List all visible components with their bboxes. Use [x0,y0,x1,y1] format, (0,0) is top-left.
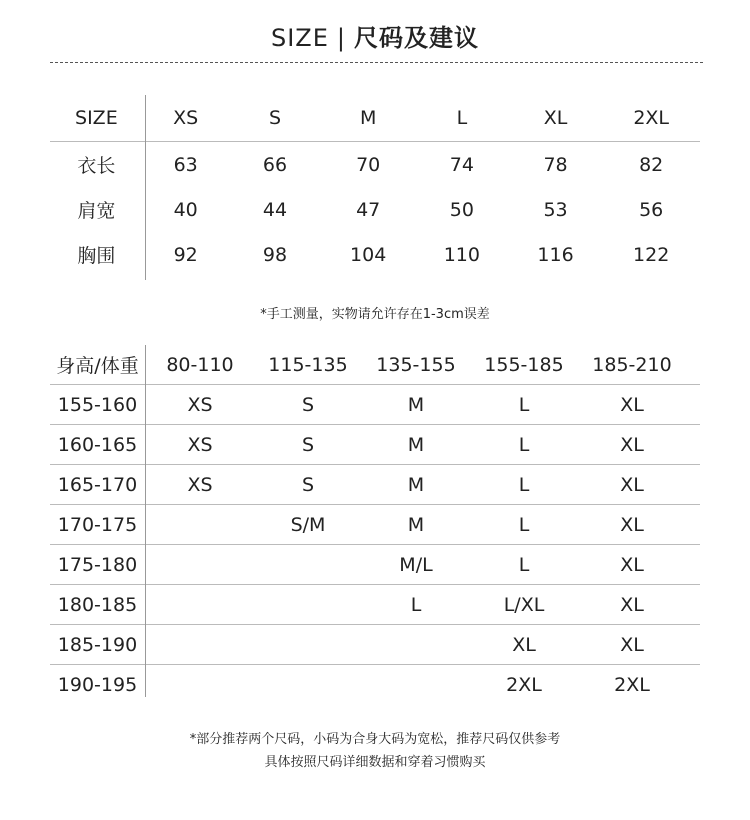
table-cell: 40 [173,198,198,221]
table-cell: 122 [633,243,670,266]
size-table-divider [145,95,146,280]
weight-header-cell: 155-185 [484,353,564,376]
title-separator: | [336,24,346,52]
table-row [50,625,700,665]
table-cell: 44 [262,198,288,221]
size-table [50,95,700,277]
table-cell: XL [512,633,536,656]
row-label: 肩宽 [77,200,116,222]
size-header-cell: S [268,107,281,129]
table-cell: 56 [639,198,664,221]
row-label: 160-165 [57,433,138,456]
table-cell: XL [620,473,644,496]
table-cell: 2XL [506,673,542,696]
table-cell: XL [620,593,644,616]
table-cell: XS [187,393,213,416]
table-row [50,505,700,545]
table-cell: M [407,513,425,536]
table-cell: XL [620,433,644,456]
dashed-divider [50,62,703,63]
table-row [50,142,700,187]
row-label: 衣长 [77,155,116,177]
table-cell: XS [187,433,213,456]
table-cell: 74 [449,153,474,176]
table-cell: L [518,433,530,456]
table-cell: S [301,473,315,496]
recommendation-note-line2: 具体按照尺码详细数据和穿着习惯购买 [264,755,486,770]
table-cell: S [301,393,315,416]
recommendation-note-line1: *部分推荐两个尺码，小码为合身大码为宽松，推荐尺码仅供参考 [189,732,561,747]
recommend-table-header [50,345,700,385]
table-cell: 70 [356,153,381,176]
table-cell: 47 [356,198,381,221]
table-cell: L [410,593,422,616]
recommend-table [50,345,700,704]
table-cell: 50 [449,198,474,221]
measurement-note: *手工测量，实物请允许存在1-3cm误差 [260,307,490,322]
table-cell: L [518,513,530,536]
row-label: 胸围 [77,245,116,267]
table-cell: 82 [639,153,664,176]
table-cell: 63 [173,153,198,176]
table-cell: XL [620,513,644,536]
table-row [50,665,700,704]
recommend-table-divider [145,345,146,697]
recommendation-note [0,728,750,774]
table-cell: M [407,473,425,496]
size-header-cell: XS [173,107,199,129]
size-header-cell: XL [543,107,568,129]
table-cell: 110 [443,243,480,266]
title-cn: 尺码及建议 [354,24,479,52]
table-row [50,385,700,425]
table-cell: L [518,393,530,416]
table-cell: 66 [262,153,288,176]
table-cell: S/M [290,513,326,536]
row-label: 155-160 [57,393,138,416]
table-row [50,232,700,277]
row-label: 190-195 [57,673,138,696]
table-cell: XL [620,393,644,416]
table-cell: 78 [543,153,568,176]
table-cell: 98 [262,243,288,266]
table-row [50,545,700,585]
weight-header-cell: 80-110 [166,353,234,376]
size-header-cell: L [456,107,468,129]
table-cell: S [301,433,315,456]
table-cell: 53 [543,198,568,221]
table-cell: M [407,393,425,416]
table-cell: 2XL [614,673,650,696]
table-cell: XL [620,553,644,576]
weight-header-cell: 185-210 [592,353,672,376]
size-header-cell: 2XL [633,107,670,129]
size-header-label: SIZE [75,107,118,129]
row-label: 185-190 [57,633,138,656]
table-cell: L/XL [503,593,545,616]
table-row [50,465,700,505]
table-cell: L [518,553,530,576]
table-cell: L [518,473,530,496]
table-cell: M/L [399,553,433,576]
table-row [50,425,700,465]
row-label: 175-180 [57,553,138,576]
weight-header-cell: 135-155 [376,353,456,376]
table-row [50,585,700,625]
weight-header-cell: 115-135 [268,353,348,376]
size-header-cell: M [359,107,377,129]
table-cell: M [407,433,425,456]
title-en: SIZE [270,24,329,52]
table-cell: XL [620,633,644,656]
table-cell: 92 [173,243,198,266]
table-row [50,187,700,232]
row-label: 170-175 [57,513,138,536]
page-title [0,18,750,53]
table-cell: XS [187,473,213,496]
row-label: 180-185 [57,593,138,616]
size-table-header [50,95,700,142]
recommend-header-label: 身高/体重 [56,355,139,377]
table-cell: 104 [350,243,387,266]
table-cell: 116 [537,243,574,266]
row-label: 165-170 [57,473,138,496]
